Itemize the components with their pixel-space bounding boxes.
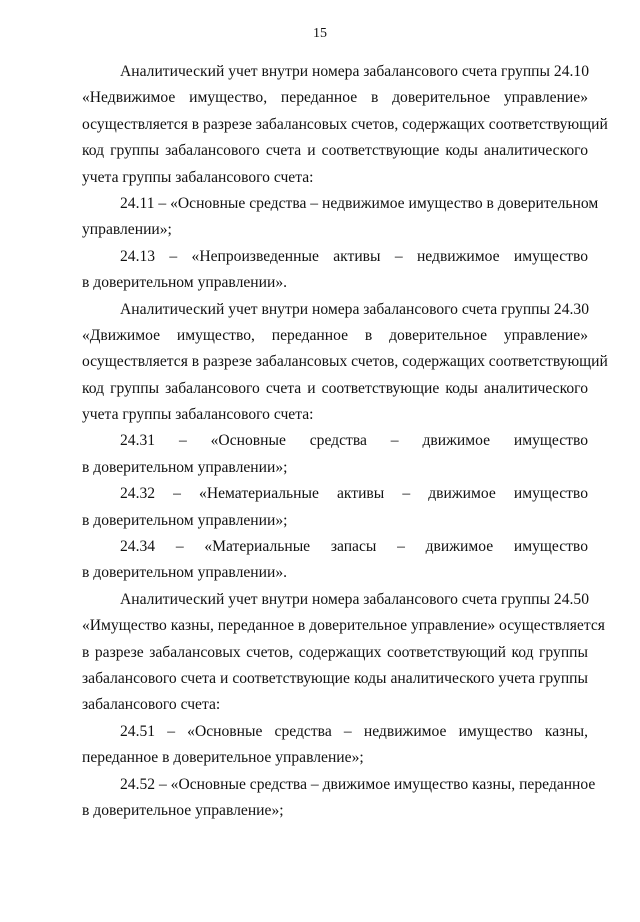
list-item-line: управлении»; [82,221,172,239]
paragraph-line: «Имущество казны, переданное в доверительное управление» осуществляется [82,617,605,635]
paragraph-line: учета группы забалансового счета: [82,406,314,424]
list-item-line: переданное в доверительное управление»; [82,749,364,767]
list-item-line: 24.31 – «Основные средства – движимое имущество [120,432,588,450]
body-text [82,59,608,824]
paragraph-line: код группы забалансового счета и соответствующие коды аналитического [82,379,588,397]
paragraph-line: забалансового счета и соответствующие коды аналитического учета группы [82,669,588,687]
list-item-line: в доверительном управлении»; [82,458,288,476]
paragraph-line: учета группы забалансового счета: [82,168,314,186]
paragraph-line: «Движимое имущество, переданное в доверительное управление» [82,326,588,344]
page-number: 15 [313,26,327,41]
list-item-line: в доверительном управлении». [82,274,288,292]
paragraph-line: Аналитический учет внутри номера забалансового счета группы 24.50 [120,590,589,608]
list-item-line: 24.32 – «Нематериальные активы – движимое имущество [120,485,588,503]
paragraph-line: в разрезе забалансовых счетов, содержащих соответствующий код группы [82,643,588,661]
paragraph-line: осуществляется в разрезе забалансовых счетов, содержащих соответствующий [82,353,608,371]
list-item-line: 24.34 – «Материальные запасы – движимое имущество [120,538,588,556]
list-item-line: 24.52 – «Основные средства – движимое имущество казны, переданное [120,775,596,793]
paragraph-line: Аналитический учет внутри номера забалансового счета группы 24.30 [120,300,589,318]
paragraph-line: код группы забалансового счета и соответствующие коды аналитического [82,142,588,160]
list-item-line: 24.11 – «Основные средства – недвижимое имущество в доверительном [120,194,599,212]
paragraph-line: Аналитический учет внутри номера забалансового счета группы 24.10 [120,63,589,80]
list-item-line: в доверительном управлении». [82,564,288,582]
list-item-line: 24.51 – «Основные средства – недвижимое имущество казны, [120,722,588,740]
list-item-line: 24.13 – «Непроизведенные активы – недвижимое имущество [120,247,588,265]
paragraph-line: «Недвижимое имущество, переданное в доверительное управление» [82,89,588,107]
paragraph-line: забалансового счета: [82,696,221,714]
list-item-line: в доверительное управление»; [82,801,284,819]
list-item-line: в доверительном управлении»; [82,511,288,529]
paragraph-line: осуществляется в разрезе забалансовых счетов, содержащих соответствующий [82,115,608,133]
